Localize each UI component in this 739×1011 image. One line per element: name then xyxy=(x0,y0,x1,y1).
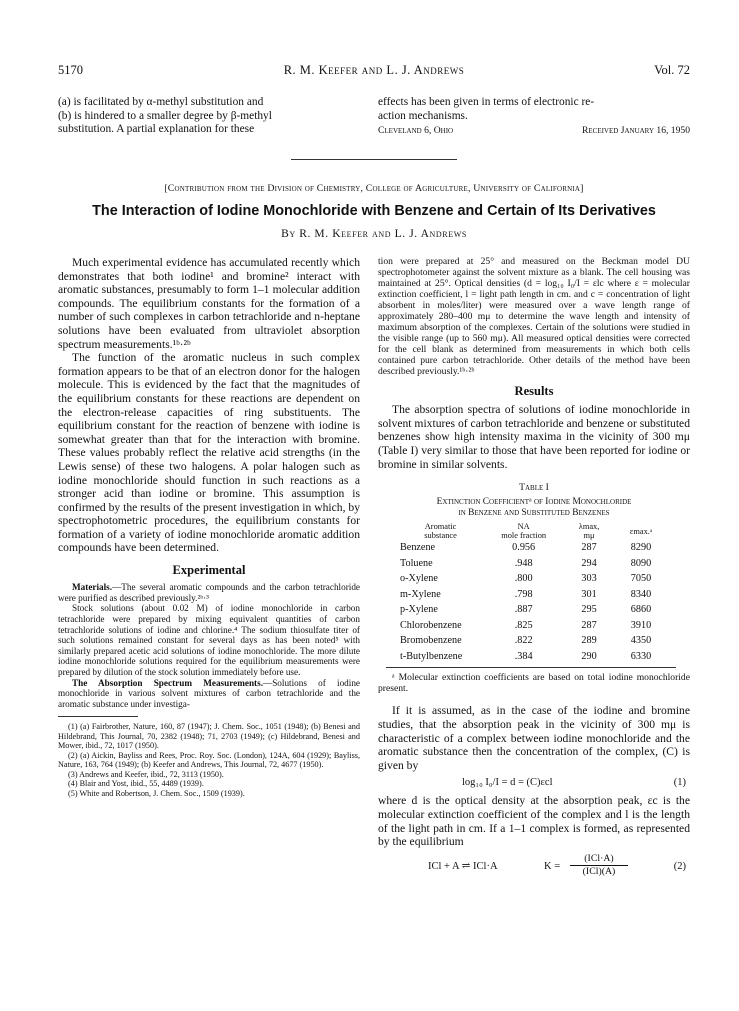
table-cell: Benzene xyxy=(400,542,436,554)
article-separator xyxy=(291,159,457,160)
table-cell: 3910 xyxy=(630,619,652,631)
method-paragraph: tion were prepared at 25° and measured on the Beckman model DU spectrophotometer against the solvent mixture as a blank. The cell housing was maintained at 25°. Optical densities (d = log₁₀ I₀/I = εlc where ε = molecular extinction coefficient, l = light path length in cm. and c = concentration of light absorbent in moles/liter) were measured over a wave length range of approximately 280–400 mμ to determine the wave length and intensity of maximum absorption of the complexes. Certain of the solutions were studied in the visible range (up to 560 mμ). All measured optical densities were corrected for the cell blank as determined from measurements in which both cells contained pure carbon tetrachloride. Other details of the method have been described previously.¹ᵇ·²ᵇ xyxy=(378,256,690,377)
table-header-cell: Aromatic substance xyxy=(424,522,457,541)
page-number: 5170 xyxy=(58,63,83,77)
stock-paragraph: Stock solutions (about 0.02 M) of iodine monochloride in carbon tetrachloride were prepared by mixing equivalent quantities of carbon tetrachloride solutions of iodine and chlorine.⁴ The sodium thiosulfate titer of such solutions remained constant for several days as has been noted⁵ with similarly prepared acetic acid solutions of iodine monochloride. The more dilute iodine monochloride solutions required for the equilibrium measurements were prepared by dilution of the stock solution immediately before use. xyxy=(58,603,360,678)
contribution-line: [Contribution from the Division of Chemistry, College of Agriculture, University of California] xyxy=(164,183,584,194)
table-caption-line: Extinction Coefficientᵃ of Iodine Monochloride xyxy=(436,497,632,508)
prev-article-left xyxy=(58,96,360,137)
equation-1-body: log₁₀ I₀/I = d = (C)εcl xyxy=(462,777,553,789)
prev-article-right xyxy=(378,96,690,138)
table-caption xyxy=(378,497,690,519)
footnote: (3) Andrews and Keefer, ibid., 72, 3113 (1950). xyxy=(68,769,224,779)
table-cell: .798 xyxy=(514,588,533,600)
table-cell: p-Xylene xyxy=(400,604,438,616)
table-row xyxy=(398,540,668,556)
extinction-table xyxy=(398,522,668,664)
prev-left-line: (b) is hindered to a smaller degree by β-methyl xyxy=(58,109,272,122)
table-header-row xyxy=(398,522,668,540)
materials-paragraph xyxy=(58,582,360,603)
table-cell: .887 xyxy=(514,604,533,616)
table-cell: Chlorobenzene xyxy=(400,619,462,631)
table-row xyxy=(398,556,668,572)
table-header-cell: NA mole fraction xyxy=(501,522,547,541)
table-cell: Bromobenzene xyxy=(400,635,462,647)
intro-paragraph-1: Much experimental evidence has accumulated recently which demonstrates that both iodine¹ and bromine² interact with aromatic substances, presumably to form 1–1 molecular addition compounds. The equilibrium constants for the formation of a number of such complexes in carbon tetrachloride and n-heptane solutions have been evaluated from ultraviolet absorption spectrum measurements.¹ᵇ·²ᵇ xyxy=(58,256,360,351)
equation-1-number: (1) xyxy=(673,777,686,789)
equation-2 xyxy=(378,852,690,880)
table-label: Table I xyxy=(519,482,549,494)
table-cell: .948 xyxy=(514,557,533,569)
table-cell: 6330 xyxy=(630,650,652,662)
place-label: Cleveland 6, Ohio xyxy=(378,125,454,136)
prev-right-line: effects has been given in terms of electronic re- xyxy=(378,96,595,108)
footnotes xyxy=(58,722,360,798)
table-cell: 287 xyxy=(581,619,597,631)
running-header xyxy=(58,63,690,79)
absorption-paragraph xyxy=(58,678,360,710)
table-body xyxy=(398,540,668,664)
table-cell: .384 xyxy=(514,650,533,662)
table-cell: Toluene xyxy=(400,557,433,569)
results-heading: Results xyxy=(514,384,554,398)
table-cell: .822 xyxy=(514,635,533,647)
equation-2-number: (2) xyxy=(673,860,686,872)
footnote-rule xyxy=(58,716,138,717)
table-cell: t-Butylbenzene xyxy=(400,650,463,662)
table-cell: 8290 xyxy=(630,542,652,554)
table-row xyxy=(398,571,668,587)
table-cell: .800 xyxy=(514,573,533,585)
article-authors: By R. M. Keefer and L. J. Andrews xyxy=(281,228,467,240)
equation-2-denominator: (ICl)(A) xyxy=(582,865,616,877)
materials-label: Materials. xyxy=(72,582,113,593)
results-paragraph-2: If it is assumed, as in the case of the iodine and bromine studies, that the absorption peak in the vicinity of 300 mμ is characteristic of a complex between iodine monochloride and the aromatic substance then the concentration of the complex, (C) is given by xyxy=(378,704,690,772)
table-rule xyxy=(386,667,676,668)
table-cell: m-Xylene xyxy=(400,588,441,600)
materials-text: —The several aromatic compounds and the carbon tetrachloride were purified as described previously.²ᵇ·³ xyxy=(58,582,360,603)
prev-left-line: substitution. A partial explanation for these xyxy=(58,123,255,135)
table-cell: 289 xyxy=(581,635,597,647)
table-footnote: ᵃ Molecular extinction coefficients are based on total iodine monochloride present. xyxy=(378,672,690,695)
table-cell: 295 xyxy=(581,604,597,616)
table-cell: 7050 xyxy=(630,573,652,585)
table-cell: 6860 xyxy=(630,604,652,616)
table-cell: 8090 xyxy=(630,557,652,569)
absorption-text: —Solutions of iodine monochloride in various solvent mixtures of carbon tetrachloride and the aromatic substance under investiga- xyxy=(58,677,360,709)
experimental-heading: Experimental xyxy=(172,563,246,578)
prev-left-line: (a) is facilitated by α-methyl substitution and xyxy=(58,96,264,108)
absorption-label: The Absorption Spectrum Measurements. xyxy=(72,677,263,688)
equation-1 xyxy=(378,776,690,794)
table-cell: 290 xyxy=(581,650,597,662)
table-cell: 4350 xyxy=(630,635,652,647)
footnote: (4) Blair and Yost, ibid., 55, 4489 (1939). xyxy=(68,779,204,789)
table-row xyxy=(398,587,668,603)
table-row xyxy=(398,618,668,634)
table-cell: 294 xyxy=(581,557,597,569)
prev-article-footer xyxy=(378,124,690,138)
left-column xyxy=(58,256,360,798)
table-caption-line: in Benzene and Substituted Benzenes xyxy=(458,508,610,519)
paper-page xyxy=(58,0,690,1011)
prev-right-line: action mechanisms. xyxy=(378,109,468,122)
table-cell: .825 xyxy=(514,619,533,631)
table-header-cell: λmax, mμ xyxy=(578,522,600,541)
equation-2-k: K = xyxy=(544,860,561,872)
table-header-cell: εmax.ᵃ xyxy=(629,526,653,536)
table-cell: 303 xyxy=(581,573,597,585)
right-column xyxy=(378,256,690,880)
volume-label: Vol. 72 xyxy=(654,63,690,77)
table-cell: 0.956 xyxy=(512,542,536,554)
table-cell: 287 xyxy=(581,542,597,554)
results-paragraph-1: The absorption spectra of solutions of iodine monochloride in solvent mixtures of carbon tetrachloride and benzene or substituted benzenes show high intensity maxima in the vicinity of 300 mμ (Table I) very similar to those that have been reported for iodine or bromine in similar solvents. xyxy=(378,403,690,471)
table-cell: 301 xyxy=(581,588,597,600)
intro-paragraph-2: The function of the aromatic nucleus in such complex formation appears to be that of an electron donor for the halogen molecule. This is evidenced by the fact that the magnitudes of the equilibrium constants for these reactions are dependent on the electron-release capacities of ring substituents. The equilibrium constant for the reaction of benzene with iodine is somewhat greater than that for the interaction with bromine. These values probably reflect the relative acid strengths (in the Lewis sense) of these two halogens. A polar halogen such as iodine monochloride should function in such reactions as a stronger acid than iodine or bromine. This assumption is confirmed by the results of the present investigation in which, by spectrophotometric procedures, the equilibrium constants for formation of a variety of iodine monochloride aromatic addition compounds have been determined. xyxy=(58,351,360,555)
equation-2-numerator: (ICl·A) xyxy=(570,852,628,866)
equation-2-reaction: ICl + A ⇌ ICl·A xyxy=(428,860,498,872)
results-paragraph-3: where d is the optical density at the absorption peak, εc is the molecular extinction coefficient of the complex and l is the length of the light path in cm. If a 1–1 complex is formed, as represented by the equilibrium xyxy=(378,794,690,849)
table-row xyxy=(398,602,668,618)
article-title: The Interaction of Iodine Monochloride with Benzene and Certain of Its Derivatives xyxy=(92,203,656,219)
table-cell: 8340 xyxy=(630,588,652,600)
footnote: (2) (a) Aickin, Bayliss and Rees, Proc. Roy. Soc. (London), 124A, 604 (1929); Bayliss, Nature, 163, 764 (1949); (b) Keefer and Andrews, This Journal, 72, 4677 (1950). xyxy=(58,750,360,770)
running-title: R. M. Keefer and L. J. Andrews xyxy=(283,63,465,77)
received-date: Received January 16, 1950 xyxy=(581,125,690,136)
footnote: (1) (a) Fairbrother, Nature, 160, 87 (1947); J. Chem. Soc., 1051 (1948); (b) Benesi and Hildebrand, This Journal, 70, 2382 (1948); 71, 2703 (1949); (c) Hildebrand, Benesi and Mower, ibid., 72, 1017 (1950). xyxy=(58,722,360,751)
table-row xyxy=(398,649,668,665)
table-cell: o-Xylene xyxy=(400,573,438,585)
table-row xyxy=(398,633,668,649)
footnote: (5) White and Robertson, J. Chem. Soc., 1509 (1939). xyxy=(68,788,245,798)
